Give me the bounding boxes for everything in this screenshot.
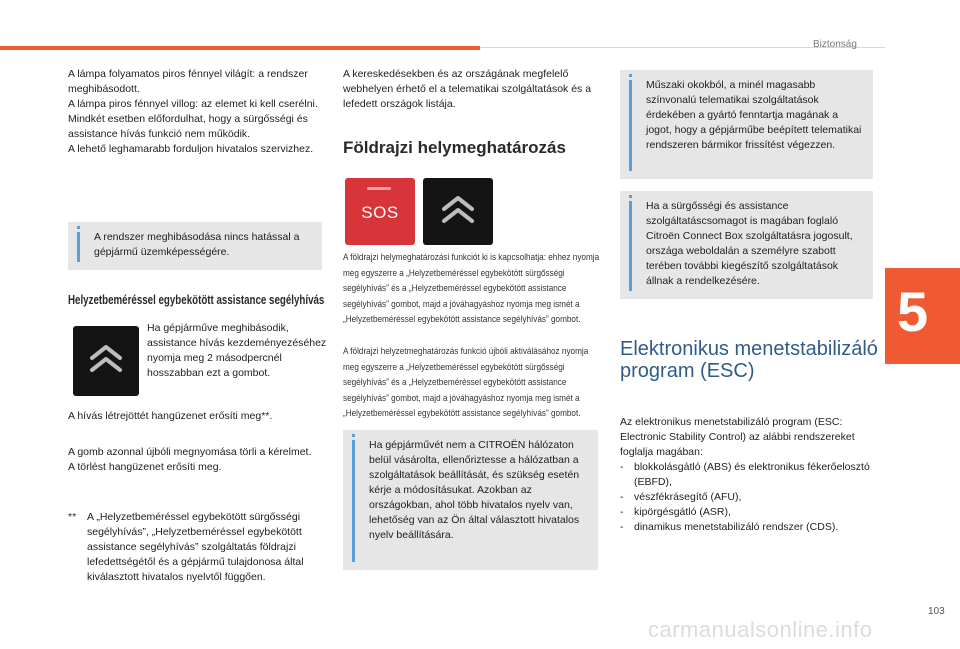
col1-p4: A lehető leghamarabb forduljon hivatalos szervizhez. bbox=[68, 143, 314, 155]
col1-cancel bbox=[68, 445, 323, 475]
geolocation-heading: Földrajzi helymeghatározás bbox=[343, 138, 566, 157]
assistance-button-image-2 bbox=[423, 178, 493, 245]
list-item: - blokkolásgátló (ABS) és elektronikus fékerőelosztó (EBFD), bbox=[620, 460, 875, 490]
sos-button-image bbox=[345, 178, 415, 245]
info-icon bbox=[77, 232, 80, 262]
esc-intro: Az elektronikus menetstabilizáló program (ESC: Electronic Stability Control) az alábbi rendszereket foglalja magában: bbox=[620, 416, 855, 458]
chapter-tab bbox=[885, 268, 960, 364]
footnote-mark: ** bbox=[68, 511, 77, 523]
header-accent-bar bbox=[0, 46, 480, 50]
col3-note1-text: Műszaki okokból, a minél magasabb színvonalú telematikai szolgáltatások érdekében a gyártó fenntartja magának a jogot, hogy a gépjárműbe beépített telematikai rendszeren bármikor frissítést végezzen. bbox=[646, 79, 862, 151]
chapter-number: 5 bbox=[897, 280, 929, 343]
sos-button-cover bbox=[367, 187, 391, 190]
page-number: 103 bbox=[928, 606, 945, 617]
col2-note bbox=[343, 430, 598, 570]
section-title: Biztonság bbox=[813, 39, 857, 50]
col1-p2: A lámpa piros fénnyel villog: az elemet ki kell cserélni. bbox=[68, 98, 318, 110]
info-icon bbox=[352, 440, 355, 562]
col2-note-text: Ha gépjárművét nem a CITROËN hálózaton belül vásárolta, ellenőriztesse a hálózatban a szolgáltatások beállítását, és szükség esetén kérje a módosításukat. Azokban az országokban, ahol több hivatalos nyelv van, lehetőség van az Ön által választott hivatalos nyelv beállítására. bbox=[369, 439, 580, 541]
footnote-text: A „Helyzetbeméréssel egybekötött sürgősségi segélyhívás”, „Helyzetbeméréssel egybekötött assistance segélyhívás” szolgáltatás földrajzi lefedettségétől és a gépjármű tulajdonosa által kiválasztott hivatalos nyelvtől függően. bbox=[87, 511, 304, 583]
info-icon bbox=[629, 80, 632, 171]
geolocation-enable-text bbox=[343, 344, 589, 422]
col3-note2 bbox=[620, 191, 873, 299]
assistance-button-text: Ha gépjárműve meghibásodik, assistance hívás kezdeményezéséhez nyomja meg 2 másodpercnél hosszabban ezt a gombot. bbox=[147, 322, 327, 379]
esc-systems-list bbox=[620, 460, 875, 535]
esc-body bbox=[620, 415, 875, 535]
col1-p7: A törlést hangüzenet erősíti meg. bbox=[68, 461, 222, 473]
col1-note-text: A rendszer meghibásodása nincs hatással a gépjármű üzemképességére. bbox=[94, 231, 300, 258]
assistance-call-heading: Helyzetbeméréssel egybekötött assistance segélyhívás bbox=[68, 293, 325, 307]
col1-p5: A hívás létrejöttét hangüzenet erősíti meg**. bbox=[68, 410, 273, 422]
assistance-button-image bbox=[73, 326, 139, 396]
col1-intro bbox=[68, 67, 323, 157]
citroen-chevrons-icon bbox=[423, 178, 493, 245]
info-icon bbox=[629, 201, 632, 291]
col1-note bbox=[68, 222, 322, 270]
sos-label: SOS bbox=[361, 203, 399, 222]
geolocation-disable-text bbox=[343, 250, 600, 328]
citroen-chevrons-icon bbox=[73, 326, 139, 396]
col1-p3: Mindkét esetben előfordulhat, hogy a sürgősségi és assistance hívás funkció nem működik. bbox=[68, 113, 308, 140]
col3-note2-text: Ha a sürgősségi és assistance szolgáltatáscsomagot is magában foglaló Citroën Connect Box szolgáltatásra jogosult, országa weboldalán a személyre szabott terében további kiegészítő szolgáltatások állnak a rendelkezésére. bbox=[646, 200, 853, 287]
col2-p1: A kereskedésekben és az országának megfelelő webhelyen érhető el a telematikai szolgáltatások és a lefedett országok listája. bbox=[343, 68, 592, 110]
watermark: carmanualsonline.info bbox=[648, 617, 873, 642]
list-item: - dinamikus menetstabilizáló rendszer (CDS). bbox=[620, 520, 875, 535]
col3-note1 bbox=[620, 70, 873, 179]
geolocation-enable-paragraph: A földrajzi helyzetmeghatározás funkció újbóli aktiválásához nyomja meg egyszerre a „Helyzetbeméréssel egybekötött sürgősségi segélyhívás” és a „Helyzetbeméréssel egybekötött assistance segélyhívás” gombot, majd a jóváhagyáshoz nyomja meg ismét a „Helyzetbeméréssel egybekötött assistance segélyhívás” gombot. bbox=[343, 346, 589, 419]
col1-p6: A gomb azonnal újbóli megnyomása törli a kérelmet. bbox=[68, 446, 312, 458]
esc-heading: Elektronikus menetstabilizáló program (ESC) bbox=[620, 338, 878, 382]
geolocation-disable-paragraph: A földrajzi helymeghatározási funkciót ki is kapcsolhatja: ehhez nyomja meg egyszerre a „Helyzetbeméréssel egybekötött sürgősségi segélyhívás” és a „Helyzetbeméréssel egybekötött assistance segélyhívás” gombot, majd a jóváhagyáshoz nyomja meg ismét a „Helyzetbeméréssel egybekötött assistance segélyhívás” gombot. bbox=[343, 252, 600, 325]
col1-p1: A lámpa folyamatos piros fénnyel világít: a rendszer meghibásodott. bbox=[68, 68, 308, 95]
list-item: - vészfékrásegítő (AFU), bbox=[620, 490, 875, 505]
list-item: - kipörgésgátló (ASR), bbox=[620, 505, 875, 520]
